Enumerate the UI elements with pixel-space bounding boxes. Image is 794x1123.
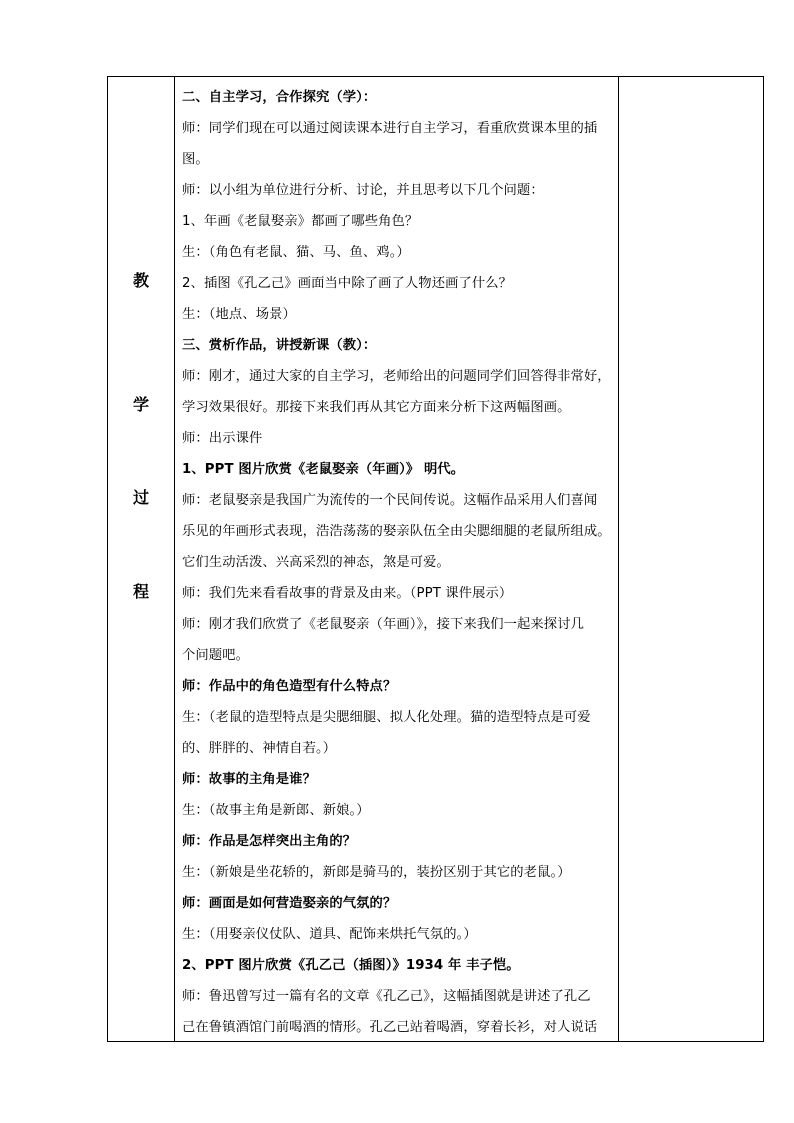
content-line: 师：刚才我们欣赏了《老鼠娶亲（年画）》，接下来我们一起来探讨几 <box>182 617 585 632</box>
content-line: 学习效果很好。那接下来我们再从其它方面来分析下这两幅图画。 <box>182 400 571 415</box>
stage-char-1: 教 <box>132 271 149 290</box>
section-heading-line: 二、自主学习，合作探究（学）： <box>182 90 377 105</box>
content-line: 师：老鼠娶亲是我国广为流传的一个民间传说。这幅作品采用人们喜闻 <box>182 493 598 508</box>
section-heading-line: 师：作品是怎样突出主角的？ <box>182 834 357 849</box>
content-line: 生：（地点、场景） <box>182 307 296 322</box>
content-line: 师：我们先来看看故事的背景及由来。（PPT 课件展示） <box>182 586 513 601</box>
content-line: 图。 <box>182 152 209 167</box>
content-line: 师：刚才，通过大家的自主学习，老师给出的问题同学们回答得非常好， <box>182 369 611 384</box>
content-line: 2、插图《孔乙己》画面当中除了画了人物还画了什么？ <box>182 276 513 291</box>
content-line: 生：（故事主角是新郎、新娘。） <box>182 803 370 818</box>
content-line: 的、胖胖的、神情自若。） <box>182 741 337 756</box>
content-line: 生：（新娘是坐花轿的，新郎是骑马的，装扮区别于其它的老鼠。） <box>182 865 571 880</box>
section-heading-line: 1、PPT 图片欣赏《老鼠娶亲（年画）》 明代。 <box>182 462 465 477</box>
column-divider-left <box>174 77 175 1041</box>
content-line: 它们生动活泼、兴高采烈的神态，煞是可爱。 <box>182 555 450 570</box>
stage-char-2: 学 <box>132 395 149 414</box>
content-line: 生：（角色有老鼠、猫、马、鱼、鸡。） <box>182 245 410 260</box>
stage-char-4: 程 <box>132 582 149 601</box>
stage-char-3: 过 <box>132 488 149 507</box>
section-heading-line: 师：画面是如何营造娶亲的气氛的？ <box>182 896 397 911</box>
content-line: 师：出示课件 <box>182 431 263 446</box>
section-heading-line: 师：作品中的角色造型有什么特点？ <box>182 679 397 694</box>
content-line: 师：鲁迅曾写过一篇有名的文章《孔乙己》，这幅插图就是讲述了孔乙 <box>182 989 591 1004</box>
content-line: 师：以小组为单位进行分析、讨论，并且思考以下几个问题： <box>182 183 544 198</box>
stage-label-column <box>108 77 174 1041</box>
section-heading-line: 师：故事的主角是谁？ <box>182 772 316 787</box>
content-line: 生：（老鼠的造型特点是尖腮细腿、拟人化处理。猫的造型特点是可爱 <box>182 710 591 725</box>
content-line: 个问题吧。 <box>182 648 249 663</box>
content-line: 生：（用娶亲仪仗队、道具、配饰来烘托气氛的。） <box>182 927 477 942</box>
notes-column <box>619 77 763 1041</box>
content-line: 1、年画《老鼠娶亲》都画了哪些角色？ <box>182 214 419 229</box>
content-line: 师：同学们现在可以通过阅读课本进行自主学习，看重欣赏课本里的插 <box>182 121 598 136</box>
content-line: 乐见的年画形式表现，浩浩荡荡的娶亲队伍全由尖腮细腿的老鼠所组成。 <box>182 524 611 539</box>
section-heading-line: 2、PPT 图片欣赏《孔乙己（插图）》1934 年 丰子恺。 <box>182 958 520 973</box>
lesson-plan-table <box>107 76 764 1042</box>
section-heading-line: 三、赏析作品，讲授新课（教）： <box>182 338 377 353</box>
lesson-content <box>182 82 622 1043</box>
content-line: 己在鲁镇酒馆门前喝酒的情形。孔乙己站着喝酒，穿着长衫，对人说话 <box>182 1020 598 1035</box>
